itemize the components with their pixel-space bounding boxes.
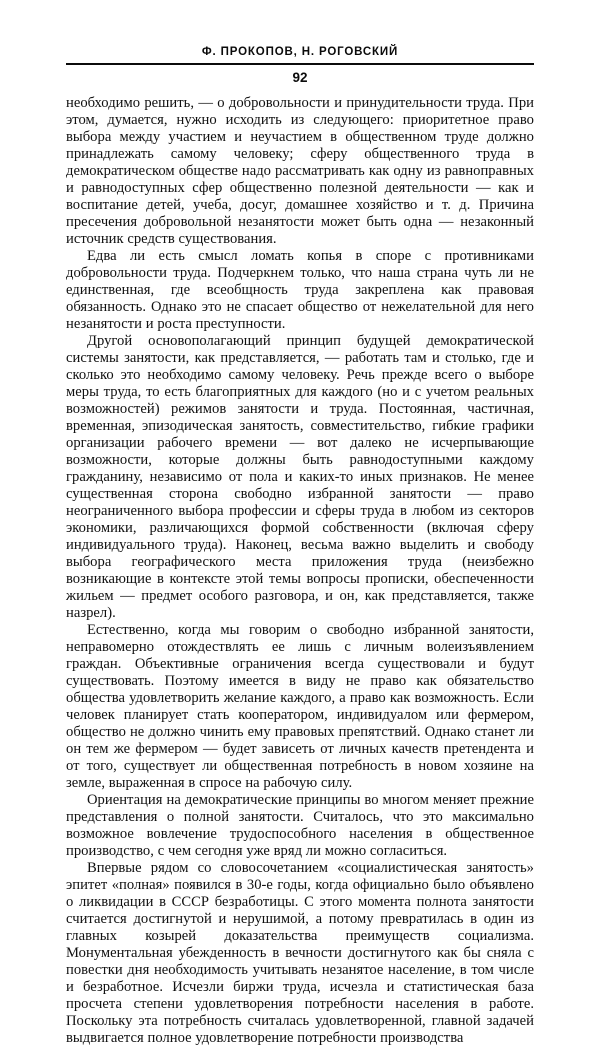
paragraph: Естественно, когда мы говорим о свободно избранной занятости, неправомерно отождествлять ее лишь с личным волеизъявлением граждан. Объективные ограничения всегда существовали и будут существовать. Поэтому имеется в виду не право как обязательство общества удовлетворить желание каждого, а право как возможность. Если человек планирует стать кооператором, индивидуалом или фермером, общество не должно чинить ему правовых препятствий. Однако станет ли он тем же фермером — будет зависеть от личных качеств претендента и от того, существует ли общественная потребность в новом хозяине на земле, выраженная в спросе на рабочую силу. — [66, 622, 534, 791]
page-number: 92 — [292, 70, 308, 85]
paragraph: Ориентация на демократические принципы во многом меняет прежние представления о полной занятости. Считалось, что это максимально возможное вовлечение трудоспособного населения в общественное производство, с чем сегодня уже вряд ли можно согласиться. — [66, 792, 534, 859]
body-text-column — [66, 95, 534, 1047]
paragraph: Едва ли есть смысл ломать копья в споре с противниками добровольности труда. Подчеркнем только, что наша страна чуть ли не единственная, где всеобщность труда закреплена как правовая обязанность. Однако это не спасает общество от нежелательной для него незанятости и роста преступности. — [66, 248, 534, 332]
header-divider-rule — [66, 63, 534, 65]
paragraph: Другой основополагающий принцип будущей демократической системы занятости, как представляется, — работать там и столько, где и сколько это необходимо самому человеку. Речь прежде всего о выборе меры труда, то есть благоприятных для каждого (но и с учетом реальных возможностей) режимов занятости и труда. Постоянная, частичная, временная, эпизодическая занятость, совместительство, гибкие графики организации рабочего времени — вот далеко не исчерпывающие возможности, которые должны быть равнодоступными каждому гражданину, независимо от пола и каких-то иных признаков. Не менее существенная сторона свободно избранной занятости — право неограниченного выбора профессии и сферы труда в любом из секторов экономики, различающихся формой собственности (включая сферу индивидуального труда). Наконец, весьма важно выделить и свободу выбора географического места приложения труда (неизбежно возникающие в контексте этой темы вопросы прописки, обеспеченности жильем — предмет особого разговора, и он, как представляется, также назрел). — [66, 333, 534, 621]
paragraph: необходимо решить, — о добровольности и принудительности труда. При этом, думается, нужно исходить из следующего: приоритетное право выбора между участием и неучастием в общественном труде должно принадлежать самому человеку; сферу общественного труда в демократическом обществе надо рассматривать как одну из равноправных и равнодоступных сфер общественно полезной деятельности — как и воспитание детей, учеба, досуг, домашнее хозяйство и т. д. Причина пресечения добровольной незанятости может быть одна — незаконный источник средств существования. — [66, 95, 534, 247]
paragraph: Впервые рядом со словосочетанием «социалистическая занятость» эпитет «полная» появился в 30-е годы, когда официально было объявлено о ликвидации в СССР безработицы. С этого момента полнота занятости считается достигнутой и нерушимой, а потому превратилась в один из главных козырей доказательства преимуществ социализма. Монументальная убежденность в вечности достигнутого как бы сняла с повестки дня необходимость учитывать незанятое население, в том числе и безработное. Исчезли биржи труда, исчезла и статистическая база просчета степени удовлетворения потребности населения в работе. Поскольку эта потребность считалась удовлетворенной, главной задачей выдвигается полное удовлетворение потребности производства — [66, 860, 534, 1046]
running-head-authors: Ф. ПРОКОПОВ, Н. РОГОВСКИЙ — [201, 46, 399, 58]
